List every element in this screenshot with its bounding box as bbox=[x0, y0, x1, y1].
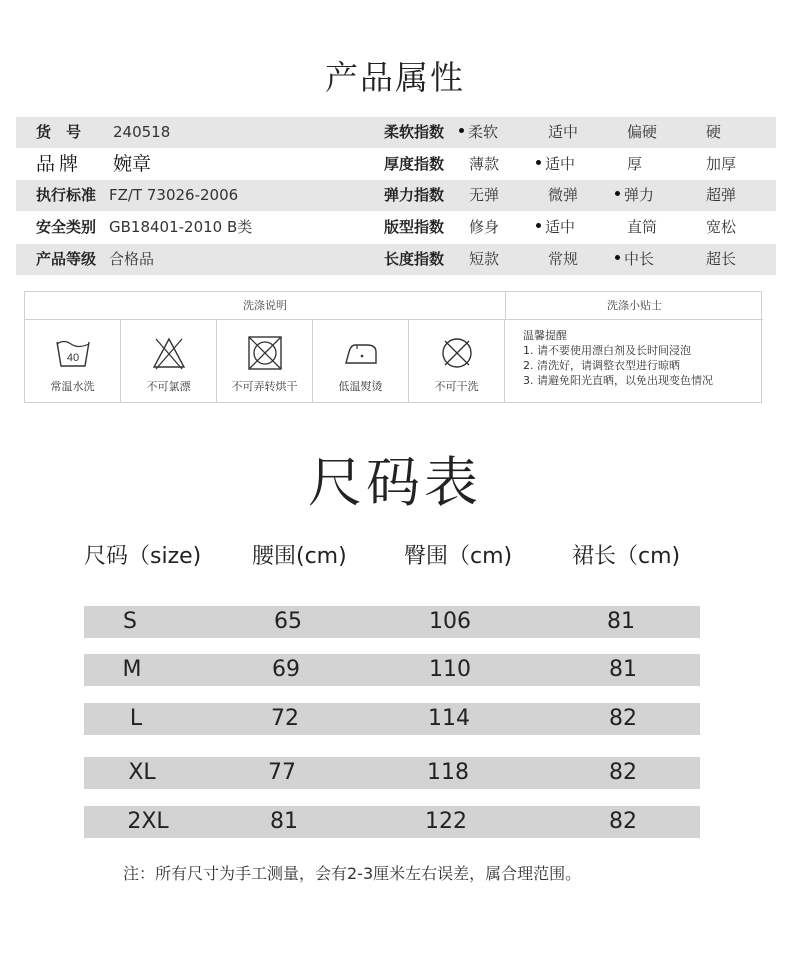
brand-value: 婉章 bbox=[113, 153, 152, 175]
index-option: 加厚 bbox=[706, 155, 737, 173]
wash-symbol-cell bbox=[217, 320, 313, 403]
no-tumble-dry-icon bbox=[247, 336, 283, 370]
length-cell: 82 bbox=[609, 809, 637, 834]
hip-cell: 106 bbox=[429, 609, 471, 634]
no-bleach-icon bbox=[151, 336, 187, 370]
index-option: 直筒 bbox=[627, 218, 658, 236]
index-option: 偏硬 bbox=[627, 123, 658, 141]
wash-symbol-cell bbox=[409, 320, 505, 403]
index-option: 薄款 bbox=[469, 155, 500, 173]
waist-cell: 81 bbox=[270, 809, 298, 834]
index-option-selected: 柔软 bbox=[459, 117, 498, 148]
index-option-selected: 弹力 bbox=[615, 180, 654, 211]
svg-text:40: 40 bbox=[66, 352, 80, 364]
standard-label: 执行标准 bbox=[36, 186, 97, 204]
selected-dot-icon bbox=[615, 255, 620, 260]
size-chart-title: 尺码表 bbox=[308, 451, 482, 514]
wash-symbol-cell bbox=[313, 320, 409, 403]
index-option: 宽松 bbox=[706, 218, 737, 236]
wash-symbol-label: 不可弄转烘干 bbox=[231, 380, 298, 393]
length-cell: 81 bbox=[607, 609, 635, 634]
selected-dot-icon bbox=[536, 160, 541, 165]
wash-symbol-label: 不可氯漂 bbox=[146, 380, 191, 393]
attr-row-3 bbox=[16, 180, 776, 211]
index-option-selected: 适中 bbox=[536, 149, 575, 180]
standard-value: FZ/T 73026-2006 bbox=[109, 186, 239, 204]
waist-cell: 65 bbox=[274, 609, 302, 634]
waist-cell: 69 bbox=[272, 657, 300, 682]
wash-tub-40-icon bbox=[55, 336, 91, 370]
hip-cell: 122 bbox=[425, 809, 467, 834]
size-cell: M bbox=[122, 657, 142, 682]
index-option-selected: 适中 bbox=[536, 212, 575, 243]
waist-cell: 77 bbox=[268, 760, 296, 785]
size-cell: 2XL bbox=[127, 809, 169, 834]
index-option: 微弹 bbox=[548, 186, 579, 204]
item-no-value: 240518 bbox=[113, 123, 171, 141]
waist-cell: 72 bbox=[271, 706, 299, 731]
measurement-note: 注：所有尺寸为手工测量，会有2-3厘米左右误差，属合理范围。 bbox=[123, 864, 582, 883]
size-cell: L bbox=[129, 706, 143, 731]
washing-instructions-table bbox=[24, 291, 762, 403]
index-label: 柔软指数 bbox=[384, 123, 445, 141]
item-no-label: 货 号 bbox=[36, 123, 82, 141]
grade-value: 合格品 bbox=[109, 250, 155, 268]
selected-dot-icon bbox=[459, 128, 464, 133]
hip-cell: 110 bbox=[429, 657, 471, 682]
index-option: 适中 bbox=[548, 123, 579, 141]
wash-symbol-label: 低温熨烫 bbox=[338, 380, 383, 393]
washing-tips bbox=[523, 328, 759, 388]
low-iron-icon bbox=[343, 336, 379, 370]
wash-symbol-label: 不可干洗 bbox=[434, 380, 479, 393]
wash-symbol-label: 常温水洗 bbox=[50, 380, 95, 393]
selected-dot-icon bbox=[615, 191, 620, 196]
washing-tips-header: 洗涤小贴士 bbox=[506, 292, 763, 320]
attr-row-4 bbox=[16, 212, 776, 243]
hip-cell: 114 bbox=[428, 706, 470, 731]
length-cell: 81 bbox=[609, 657, 637, 682]
size-row bbox=[84, 654, 700, 686]
safety-value: GB18401-2010 B类 bbox=[109, 218, 253, 236]
index-option-selected: 中长 bbox=[615, 244, 654, 275]
hip-column-header: 臀围（cm) bbox=[404, 544, 513, 569]
size-column-header: 尺码（size) bbox=[84, 544, 202, 569]
washing-header: 洗涤说明 bbox=[25, 292, 506, 320]
index-option: 常规 bbox=[548, 250, 579, 268]
tip-item: 1. 请不要使用漂白剂及长时间浸泡 bbox=[523, 344, 691, 357]
waist-column-header: 腰围(cm) bbox=[252, 544, 347, 569]
index-label: 长度指数 bbox=[384, 250, 445, 268]
size-cell: S bbox=[123, 609, 137, 634]
index-option: 修身 bbox=[469, 218, 500, 236]
attr-row-2 bbox=[16, 149, 776, 180]
safety-label: 安全类别 bbox=[36, 218, 97, 236]
length-cell: 82 bbox=[609, 706, 637, 731]
index-option: 无弹 bbox=[469, 186, 500, 204]
length-column-header: 裙长（cm) bbox=[572, 544, 681, 569]
attr-row-5 bbox=[16, 244, 776, 275]
index-label: 弹力指数 bbox=[384, 186, 445, 204]
index-option: 超长 bbox=[706, 250, 737, 268]
product-attributes-title: 产品属性 bbox=[325, 58, 465, 97]
size-row bbox=[84, 606, 700, 638]
selected-dot-icon bbox=[536, 223, 541, 228]
index-option: 超弹 bbox=[706, 186, 737, 204]
grade-label: 产品等级 bbox=[36, 250, 97, 268]
brand-label: 品牌 bbox=[36, 153, 83, 175]
tip-item: 3. 请避免阳光直晒，以免出现变色情况 bbox=[523, 374, 713, 387]
index-option: 硬 bbox=[706, 123, 722, 141]
wash-symbol-cell bbox=[121, 320, 217, 403]
size-cell: XL bbox=[128, 760, 156, 785]
no-dry-clean-icon bbox=[439, 336, 475, 370]
length-cell: 82 bbox=[609, 760, 637, 785]
size-row bbox=[84, 757, 700, 789]
index-option: 短款 bbox=[469, 250, 500, 268]
tip-item: 2. 清洗好，请调整衣型进行晾晒 bbox=[523, 359, 680, 372]
wash-symbol-cell bbox=[25, 320, 121, 403]
size-row bbox=[84, 806, 700, 838]
size-row bbox=[84, 703, 700, 735]
index-label: 版型指数 bbox=[384, 218, 445, 236]
attr-row-1 bbox=[16, 117, 776, 148]
index-label: 厚度指数 bbox=[384, 155, 445, 173]
tips-title: 温馨提醒 bbox=[523, 329, 567, 342]
hip-cell: 118 bbox=[427, 760, 469, 785]
index-option: 厚 bbox=[627, 155, 643, 173]
